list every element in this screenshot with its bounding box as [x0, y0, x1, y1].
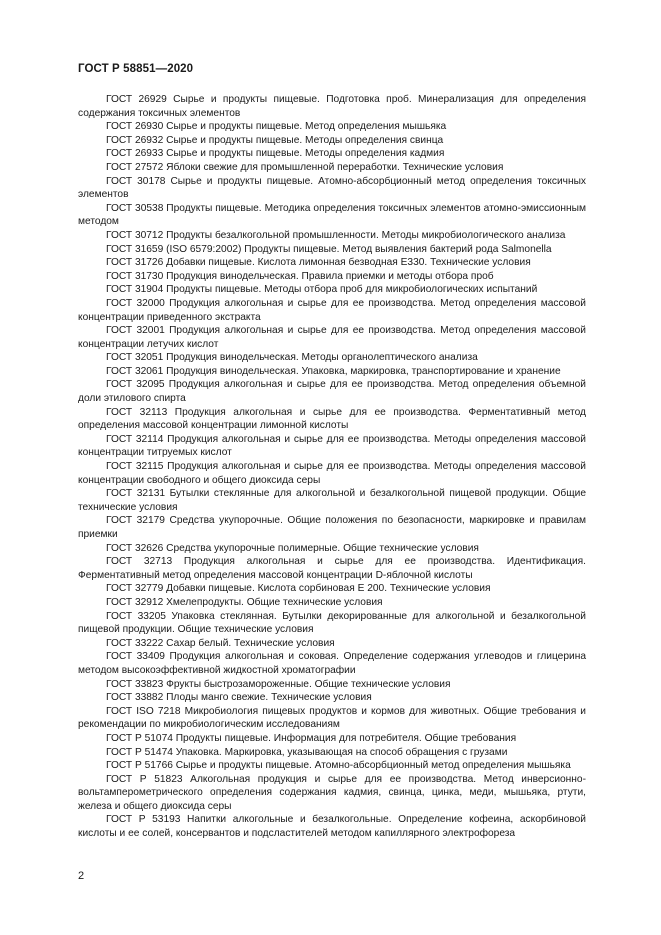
standard-entry: ГОСТ 31659 (ISO 6579:2002) Продукты пищевые. Метод выявления бактерий рода Salmonella [106, 243, 552, 255]
standard-entry: ГОСТ Р 53193 Напитки алкогольные и безалкогольные. Определение кофеина, аскорбиновой кислоты и ее солей, консервантов и подсластителей методом капиллярного электрофореза [78, 814, 586, 840]
standard-entry: ГОСТ Р 51474 Упаковка. Маркировка, указывающая на способ обращения с грузами [106, 746, 508, 758]
standard-entry: ГОСТ 32095 Продукция алкогольная и сырье для ее производства. Метод определения объемной доли этилового спирта [78, 379, 586, 405]
standard-entry: ГОСТ 32001 Продукция алкогольная и сырье для ее производства. Метод определения массовой концентрации летучих кислот [78, 325, 586, 350]
standard-entry: ГОСТ 32051 Продукция винодельческая. Методы органолептического анализа [106, 352, 478, 364]
standard-entry: ГОСТ 32113 Продукция алкогольная и сырье для ее производства. Ферментативный метод определения массовой концентрации лимонной кислоты [78, 406, 586, 432]
standard-entry: ГОСТ 31904 Продукты пищевые. Методы отбора проб для микробиологических испытаний [106, 284, 538, 296]
standard-entry: ГОСТ 32114 Продукция алкогольная и сырье для ее производства. Методы определения массовой концентрации титруемых кислот [78, 433, 586, 459]
standard-entry: ГОСТ 31730 Продукция винодельческая. Правила приемки и методы отбора проб [106, 270, 494, 282]
standard-entry: ГОСТ 33409 Продукция алкогольная и соковая. Определение содержания углеводов и глицерина методом высокоэффективной жидкостной хроматографии [78, 651, 586, 676]
standard-entry: ГОСТ 27572 Яблоки свежие для промышленной переработки. Технические условия [106, 161, 504, 173]
standard-entry: ГОСТ 32115 Продукция алкогольная и сырье для ее производства. Методы определения массовой концентрации свободного и общего диоксида серы [78, 461, 586, 486]
standard-entry: ГОСТ 26930 Сырье и продукты пищевые. Метод определения мышьяка [106, 121, 447, 133]
standard-entry: ГОСТ 32131 Бутылки стеклянные для алкогольной и безалкогольной пищевой продукции. Общие технические условия [78, 488, 586, 513]
standard-entry: ГОСТ 26929 Сырье и продукты пищевые. Подготовка проб. Минерализация для определения содержания токсичных элементов [78, 94, 586, 119]
standard-entry: ГОСТ 33222 Сахар белый. Технические условия [106, 637, 335, 649]
standard-entry: ГОСТ 33882 Плоды манго свежие. Технические условия [106, 692, 372, 704]
standard-entry: ГОСТ 26932 Сырье и продукты пищевые. Методы определения свинца [106, 134, 444, 146]
standard-entry: ГОСТ 30538 Продукты пищевые. Методика определения токсичных элементов атомно-эмиссионным методом [78, 202, 586, 228]
standard-entry: ГОСТ Р 51074 Продукты пищевые. Информация для потребителя. Общие требования [106, 732, 517, 744]
standard-entry: ГОСТ 32179 Средства укупорочные. Общие положения по безопасности, маркировке и правилам приемки [78, 515, 586, 540]
standard-entry: ГОСТ 33205 Упаковка стеклянная. Бутылки декорированные для алкогольной и безалкогольной пищевой продукции. Общие технические условия [78, 610, 586, 636]
standards-list [78, 93, 586, 841]
standard-entry: ГОСТ ISO 7218 Микробиология пищевых продуктов и кормов для животных. Общие требования и рекомендации по микробиологическим исследованиям [78, 705, 586, 731]
standard-entry: ГОСТ Р 51823 Алкогольная продукция и сырье для ее производства. Метод инверсионно-вольтамперометрического определения содержания кадмия, свинца, цинка, меди, мышьяка, ртути, железа и общего диоксида серы [78, 773, 586, 812]
standard-entry: ГОСТ 30712 Продукты безалкогольной промышленности. Методы микробиологического анализа [106, 229, 566, 241]
standard-entry: ГОСТ 32000 Продукция алкогольная и сырье для ее производства. Метод определения массовой концентрации приведенного экстракта [78, 297, 586, 323]
standard-entry: ГОСТ Р 51766 Сырье и продукты пищевые. Атомно-абсорбционный метод определения мышьяка [106, 760, 571, 772]
standard-entry: ГОСТ 26933 Сырье и продукты пищевые. Методы определения кадмия [106, 148, 445, 160]
standard-entry: ГОСТ 30178 Сырье и продукты пищевые. Атомно-абсорбционный метод определения токсичных элементов [78, 175, 586, 201]
document-header: ГОСТ Р 58851—2020 [78, 63, 194, 75]
standard-entry: ГОСТ 32626 Средства укупорочные полимерные. Общие технические условия [106, 542, 479, 554]
standard-entry: ГОСТ 32912 Хмелепродукты. Общие технические условия [106, 596, 383, 608]
page-number: 2 [78, 870, 85, 882]
standard-entry: ГОСТ 32779 Добавки пищевые. Кислота сорбиновая Е 200. Технические условия [106, 583, 491, 595]
standard-entry: ГОСТ 32061 Продукция винодельческая. Упаковка, маркировка, транспортирование и хранение [106, 365, 561, 377]
standard-entry: ГОСТ 32713 Продукция алкогольная и сырье для ее производства. Идентификация. Ферментативный метод определения массовой концентрации D-яблочной кислоты [78, 556, 586, 581]
standard-entry: ГОСТ 31726 Добавки пищевые. Кислота лимонная безводная Е330. Технические условия [106, 257, 531, 269]
standard-entry: ГОСТ 33823 Фрукты быстрозамороженные. Общие технические условия [106, 678, 451, 690]
